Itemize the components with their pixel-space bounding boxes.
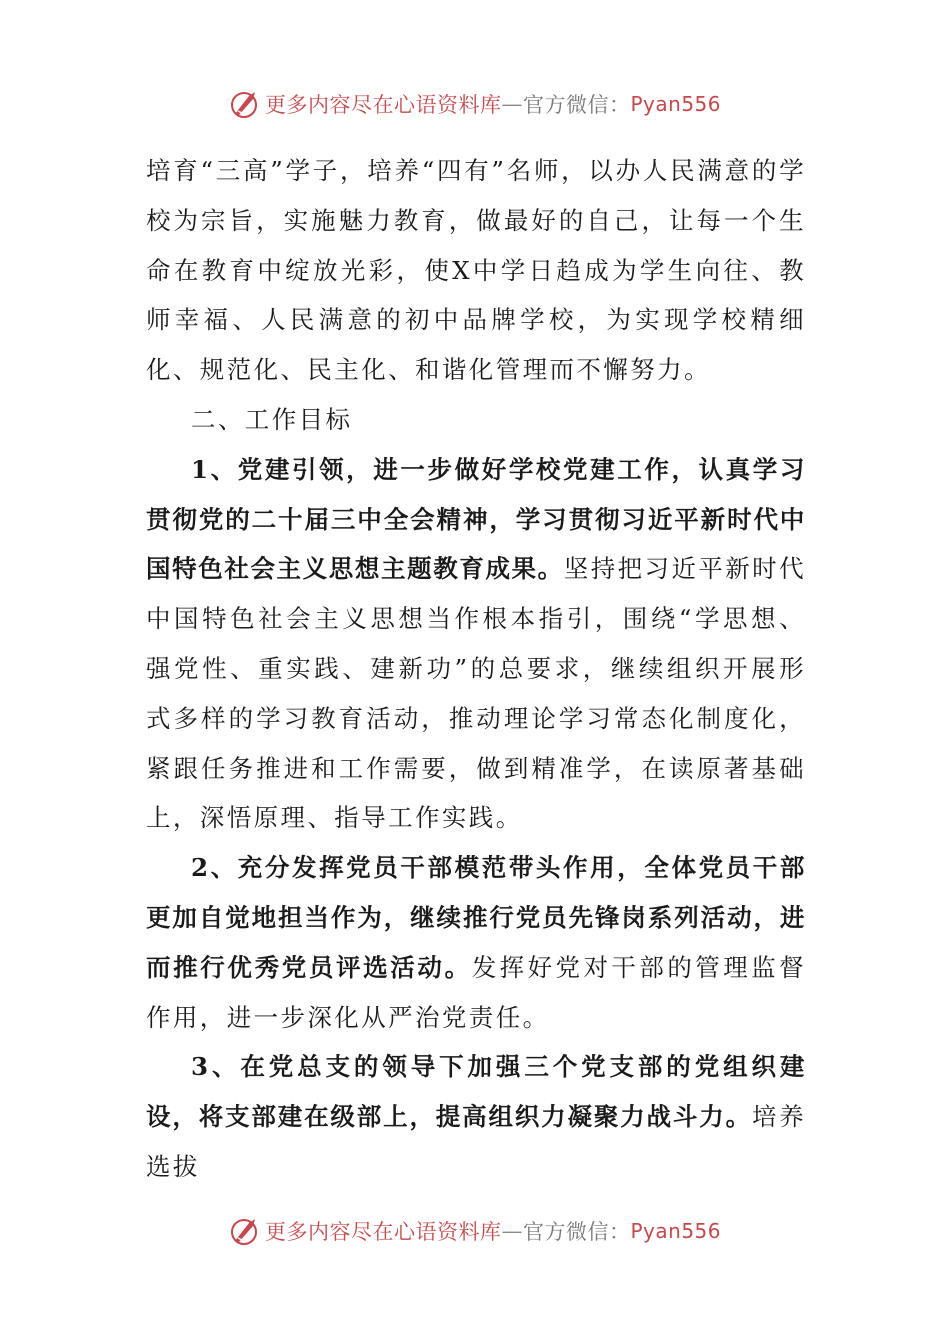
goal-item-1-lead: 1、党建引领，进一步做好学校党建工作，认真学习贯彻党的二十届三中全会精神，学习贯彻习近平新时代中国特色社会主义思想主题教育成果。 (146, 454, 806, 584)
watermark-separator: — (501, 92, 523, 116)
quill-pen-logo-icon (229, 1215, 261, 1247)
goal-item-2 (146, 843, 806, 1042)
intro-paragraph: 培育“三高”学子，培养“四有”名师，以办人民满意的学校为宗旨，实施魅力教育，做最好的自己，让每一个生命在教育中绽放光彩，使X中学日趋成为学生向往、教师幸福、人民满意的初中品牌学校，为实现学校精细化、规范化、民主化、和谐化管理而不懈努力。 (146, 156, 806, 385)
watermark-id: Pyan556 (630, 1219, 721, 1243)
watermark-label: 官方微信： (522, 1220, 631, 1244)
goal-item-1-body: 坚持把习近平新时代中国特色社会主义思想当作根本指引，围绕“学思想、强党性、重实践、建新功”的总要求，继续组织开展形式多样的学习教育活动，推动理论学习常态化制度化，紧跟任务推进和工作需要，做到精准学，在读原著基础上，深悟原理、指导工作实践。 (146, 554, 806, 833)
goal-item-3-lead: 3、在党总支的领导下加强三个党支部的党组织建设，将支部建在级部上，提高组织力凝聚力战斗力。 (146, 1052, 806, 1132)
goal-item-2-body: 发挥好党对干部的管理监督作用，进一步深化从严治党责任。 (146, 952, 806, 1032)
document-body (146, 146, 806, 1192)
goal-item-1 (146, 445, 806, 843)
watermark-label: 官方微信： (522, 93, 631, 117)
section-heading: 二、工作目标 (191, 404, 353, 434)
watermark-separator: — (501, 1219, 523, 1243)
watermark-text: 更多内容尽在心语资料库 (264, 1220, 502, 1244)
watermark-id: Pyan556 (630, 92, 721, 116)
goal-item-3 (146, 1042, 806, 1191)
watermark-header (0, 84, 950, 124)
goal-item-2-lead: 2、充分发挥党员干部模范带头作用，全体党员干部更加自觉地担当作为，继续推行党员先锋岗系列活动，进而推行优秀党员评选活动。 (146, 853, 806, 982)
goal-item-3-body: 培养选拔 (146, 1102, 806, 1181)
watermark-text: 更多内容尽在心语资料库 (264, 93, 502, 117)
watermark-footer (0, 1211, 950, 1251)
quill-pen-logo-icon (229, 88, 261, 120)
